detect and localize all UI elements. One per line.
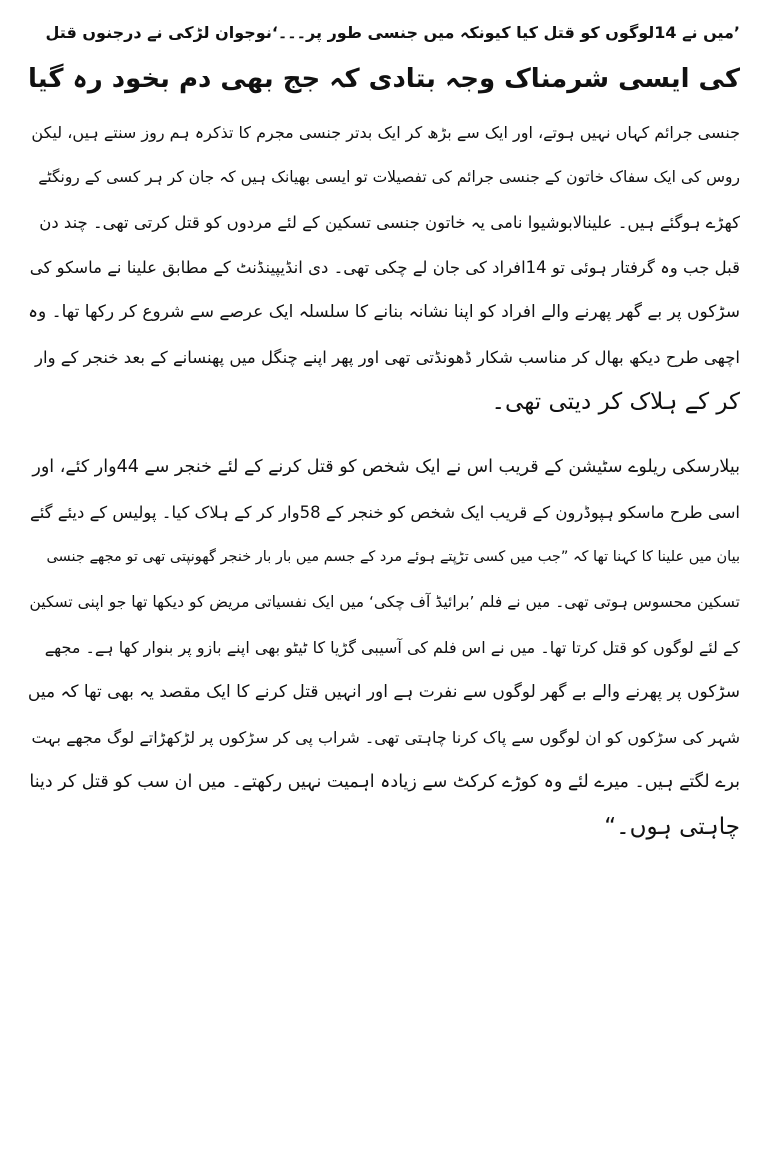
paragraph-line: کے لئے لوگوں کو قتل کرتا تھا۔ میں نے اس فلم کی آسیبی گڑیا کا ٹیٹو بھی اپنے بازو پر بنوار کھا ہے۔ مجھے <box>44 638 740 657</box>
paragraph-line: روس کی ایک سفاک خاتون کے جنسی جرائم کی تفصیلات تو ایسی بھیانک ہیں کہ جان کر ہر کسی کے رونگٹے <box>38 168 740 186</box>
paragraph-line: جنسی جرائم کہاں نہیں ہوتے، اور ایک سے بڑھ کر ایک بدتر جنسی مجرم کا تذکرہ ہم روز سنتے ہیں، لیکن <box>31 123 740 142</box>
article-headline <box>28 10 740 102</box>
paragraph-line: اچھی طرح دیکھ بھال کر مناسب شکار ڈھونڈتی تھی اور پھر اپنے چنگل میں پھنسانے کے بعد خنجر کے وار <box>35 348 740 367</box>
paragraph-line: سڑکوں پر بے گھر پھرنے والے افراد کو اپنا نشانہ بنانے کا سلسلہ ایک عرصے سے شروع کر رکھا تھا۔ وہ <box>28 302 740 322</box>
headline-line: ’میں نے 14لوگوں کو قتل کیا کیونکہ میں جنسی طور پر۔۔۔‘نوجوان لڑکی نے درجنوں قتل <box>45 23 740 42</box>
paragraph-line: قبل جب وہ گرفتار ہوئی تو 14افراد کی جان لے چکی تھی۔ دی انڈیپینڈنٹ کے مطابق علینا نے ماسکو کی <box>29 258 740 277</box>
paragraph-line: سڑکوں پر پھرنے والے بے گھر لوگوں سے نفرت ہے اور انہیں قتل کرنے کا ایک مقصد یہ بھی تھا کہ میں <box>27 682 740 702</box>
paragraph-line: شہر کی سڑکوں کو ان لوگوں سے پاک کرنا چاہتی تھی۔ شراب پی کر سڑکوں پر لڑکھڑاتے لوگ مجھے بہت <box>31 728 740 747</box>
paragraph-line: بیان میں علینا کا کہنا تھا کہ ”جب میں کسی تڑپتے ہوئے مرد کے جسم میں بار بار خنجر گھونپتی تھی تو مجھے جنسی <box>46 549 740 565</box>
paragraph-line: برے لگتے ہیں۔ میرے لئے وہ کوڑے کرکٹ سے زیادہ اہمیت نہیں رکھتے۔ میں ان سب کو قتل کر دینا <box>29 772 740 792</box>
headline-line: کی ایسی شرمناک وجہ بتادی کہ جج بھی دم بخود رہ گیا <box>27 64 740 94</box>
paragraph-line: کھڑے ہوگئے ہیں۔ علینالابوشیوا نامی یہ خاتون جنسی تسکین کے لئے مردوں کو قتل کرتی تھی۔ چند دن <box>39 213 740 232</box>
article-paragraph-1 <box>28 110 740 425</box>
paragraph-line: کر کے ہلاک کر دیتی تھی۔ <box>491 389 740 415</box>
article-paragraph-2 <box>28 445 740 850</box>
paragraph-line: چاہتی ہوں۔“ <box>604 814 740 840</box>
paragraph-line: بیلارسکی ریلوے سٹیشن کے قریب اس نے ایک شخص کو قتل کرنے کے لئے خنجر سے 44وار کئے، اور <box>32 457 740 477</box>
paragraph-line: اسی طرح ماسکو ہپوڈرون کے قریب ایک شخص کو خنجر کے 58وار کر کے ہلاک کیا۔ پولیس کے دیئے گئے <box>30 503 740 522</box>
paragraph-line: تسکین محسوس ہوتی تھی۔ میں نے فلم ’برائیڈ آف چکی‘ میں ایک نفسیاتی مریض کو دیکھا تھا جو اپنی تسکین <box>29 593 740 611</box>
